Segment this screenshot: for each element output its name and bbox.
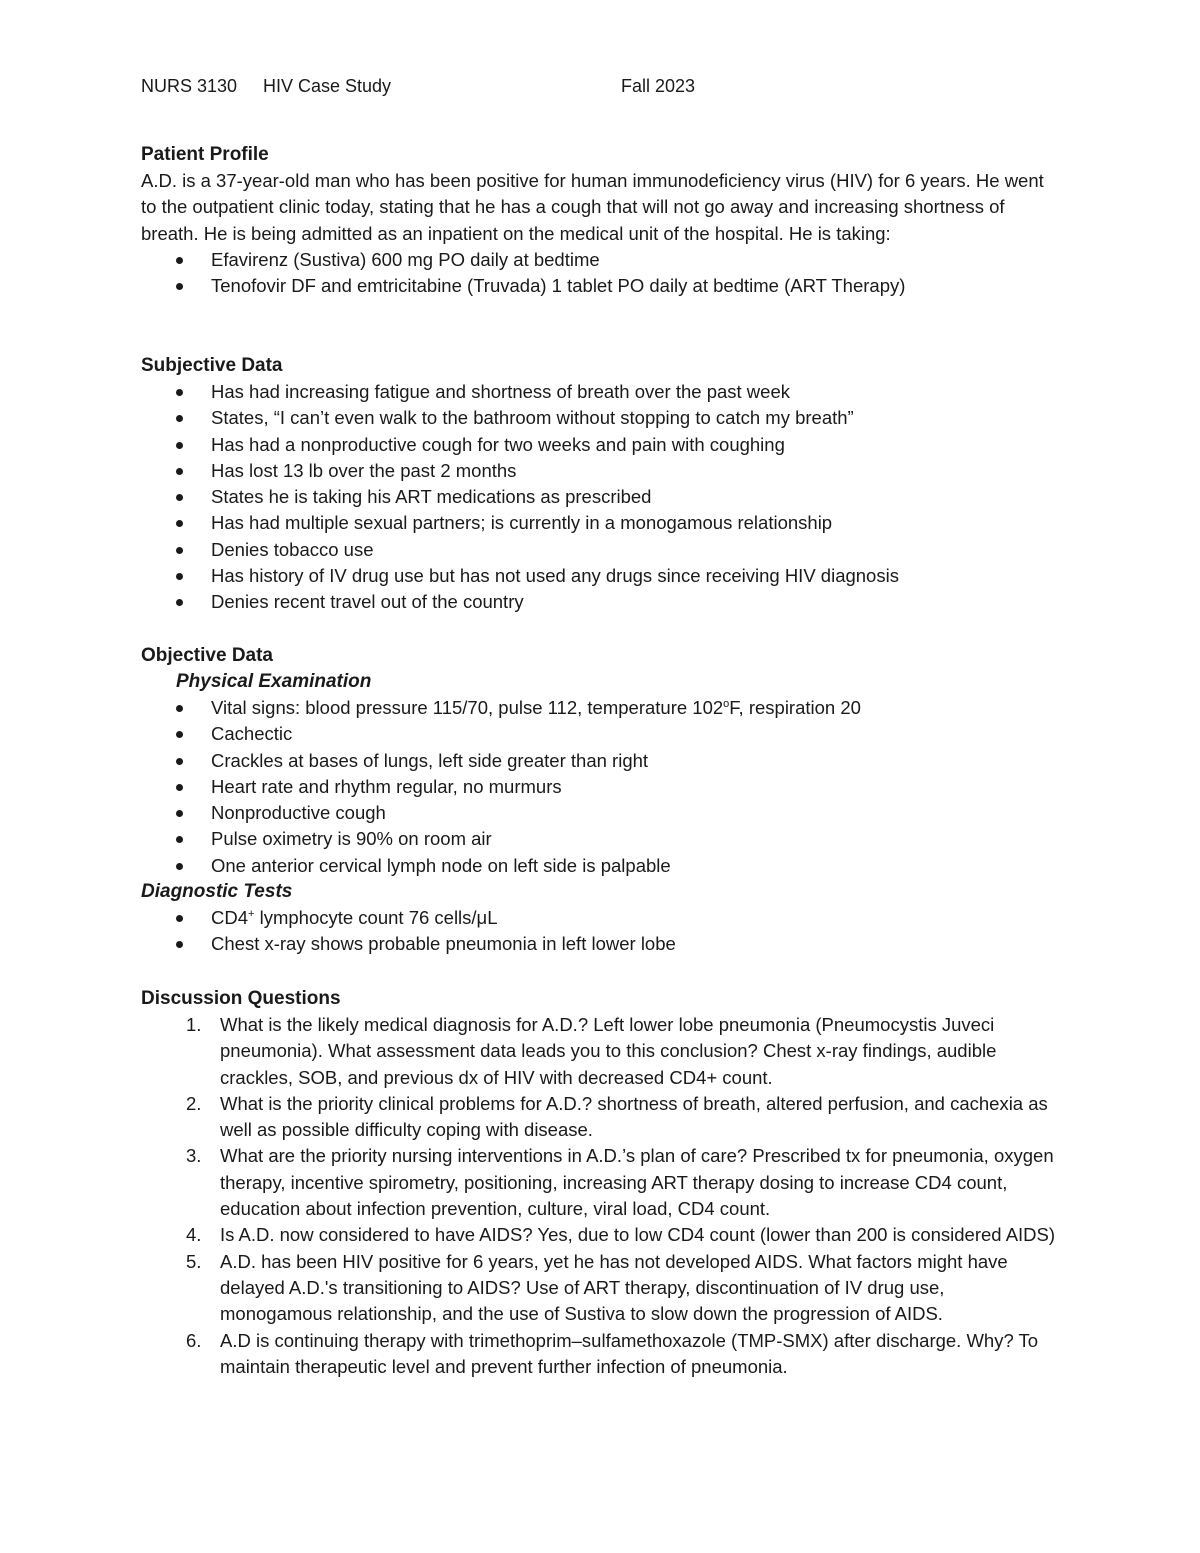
question-item — [141, 1143, 1056, 1222]
list-item: Denies recent travel out of the country — [141, 589, 1056, 615]
subjective-data-section — [141, 353, 1056, 616]
list-item: One anterior cervical lymph node on left side is palpable — [141, 853, 1056, 879]
degree-superscript: o — [723, 697, 730, 710]
patient-profile-heading: Patient Profile — [141, 144, 269, 165]
term: Fall 2023 — [621, 76, 696, 96]
diagnostic-tests-heading: Diagnostic Tests — [141, 881, 293, 903]
question-number: 4. — [186, 1224, 202, 1246]
patient-profile-text: A.D. is a 37-year-old man who has been positive for human immunodeficiency virus (HIV) for 6 years. He went to the outpatient clinic today, stating that he has a cough that will not go away and increasing shortness of breath. He is being admitted as an inpatient on the medical unit of the hospital. He is taking: — [141, 170, 1044, 244]
question-number: 6. — [186, 1329, 202, 1351]
question-item — [141, 1249, 1056, 1328]
objective-data-section — [141, 643, 1056, 958]
vitals-text-end: F, respiration 20 — [729, 697, 861, 718]
medication-list — [141, 247, 1056, 300]
cd4-label: CD4 — [211, 907, 249, 929]
question-item — [141, 1012, 1056, 1091]
list-item: Cachectic — [141, 721, 1056, 747]
objective-data-heading: Objective Data — [141, 645, 273, 666]
question-number: 2. — [186, 1092, 202, 1114]
question-text: What are the priority nursing interventions in A.D.’s plan of care? Prescribed tx for pneumonia, oxygen therapy, incentive spirometry, positioning, increasing ART therapy dosing to increase CD4 count, education about infection prevention, culture, viral load, CD4 count. — [220, 1145, 1054, 1220]
discussion-questions-heading: Discussion Questions — [141, 988, 341, 1009]
question-text: What is the priority clinical problems for A.D.? shortness of breath, altered perfusion, and cachexia as well as possible difficulty coping with disease. — [220, 1092, 1048, 1141]
document-title: HIV Case Study — [263, 76, 392, 96]
cd4-value-text: lymphocyte count 76 cells/μL — [254, 907, 498, 929]
list-item: Heart rate and rhythm regular, no murmurs — [141, 774, 1056, 800]
vitals-text: Vital signs: blood pressure 115/70, pulse 112, temperature 102 — [211, 697, 724, 718]
list-item: Chest x-ray shows probable pneumonia in left lower lobe — [141, 931, 1056, 957]
discussion-questions-list — [141, 1012, 1056, 1380]
question-text: What is the likely medical diagnosis for A.D.? Left lower lobe pneumonia (Pneumocystis Juveci pneumonia). What assessment data leads you to this conclusion? Chest x-ray findings, audible crackles, SOB, and previous dx of HIV with decreased CD4+ count. — [220, 1014, 997, 1088]
question-item — [141, 1091, 1056, 1144]
list-item: Has history of IV drug use but has not used any drugs since receiving HIV diagnosis — [141, 563, 1056, 589]
page-header — [141, 76, 1061, 98]
list-item: Has had increasing fatigue and shortness of breath over the past week — [141, 379, 1056, 405]
question-text: A.D is continuing therapy with trimethoprim–sulfamethoxazole (TMP-SMX) after discharge. Why? To maintain therapeutic level and prevent further infection of pneumonia. — [220, 1329, 1039, 1377]
list-item: Crackles at bases of lungs, left side greater than right — [141, 748, 1056, 774]
question-number: 3. — [186, 1145, 202, 1167]
list-item-cd4 — [141, 905, 1056, 931]
list-item: Has had a nonproductive cough for two weeks and pain with coughing — [141, 432, 1056, 458]
question-text: Is A.D. now considered to have AIDS? Yes, due to low CD4 count (lower than 200 is considered AIDS) — [220, 1224, 1056, 1246]
diagnostic-tests-list — [141, 905, 1056, 958]
discussion-questions-section — [141, 986, 1056, 1380]
question-item — [141, 1222, 1056, 1248]
list-item: States, “I can’t even walk to the bathroom without stopping to catch my breath” — [141, 405, 1056, 431]
patient-profile-section — [141, 142, 1056, 299]
subjective-data-list — [141, 379, 1056, 616]
list-item: Has lost 13 lb over the past 2 months — [141, 458, 1056, 484]
list-item: Nonproductive cough — [141, 800, 1056, 826]
list-item: Tenofovir DF and emtricitabine (Truvada) 1 tablet PO daily at bedtime (ART Therapy) — [141, 273, 1056, 299]
list-item: Efavirenz (Sustiva) 600 mg PO daily at bedtime — [141, 247, 1056, 273]
list-item: Has had multiple sexual partners; is currently in a monogamous relationship — [141, 510, 1056, 536]
list-item-vital-signs — [141, 695, 1056, 721]
list-item: States he is taking his ART medications as prescribed — [141, 484, 1056, 510]
subjective-data-heading: Subjective Data — [141, 355, 283, 376]
question-item — [141, 1328, 1056, 1381]
physical-examination-heading: Physical Examination — [176, 671, 372, 692]
question-number: 1. — [186, 1014, 202, 1035]
course-code: NURS 3130 — [141, 76, 238, 96]
list-item: Denies tobacco use — [141, 537, 1056, 563]
list-item: Pulse oximetry is 90% on room air — [141, 826, 1056, 852]
physical-examination-list — [141, 695, 1056, 879]
question-text: A.D. has been HIV positive for 6 years, yet he has not developed AIDS. What factors might have delayed A.D.'s transitioning to AIDS? Use of ART therapy, discontinuation of IV drug use, monogamous relationship, and the use of Sustiva to slow down the progression of AIDS. — [220, 1250, 1008, 1325]
cd4-superscript: + — [248, 907, 255, 920]
question-number: 5. — [186, 1250, 202, 1272]
